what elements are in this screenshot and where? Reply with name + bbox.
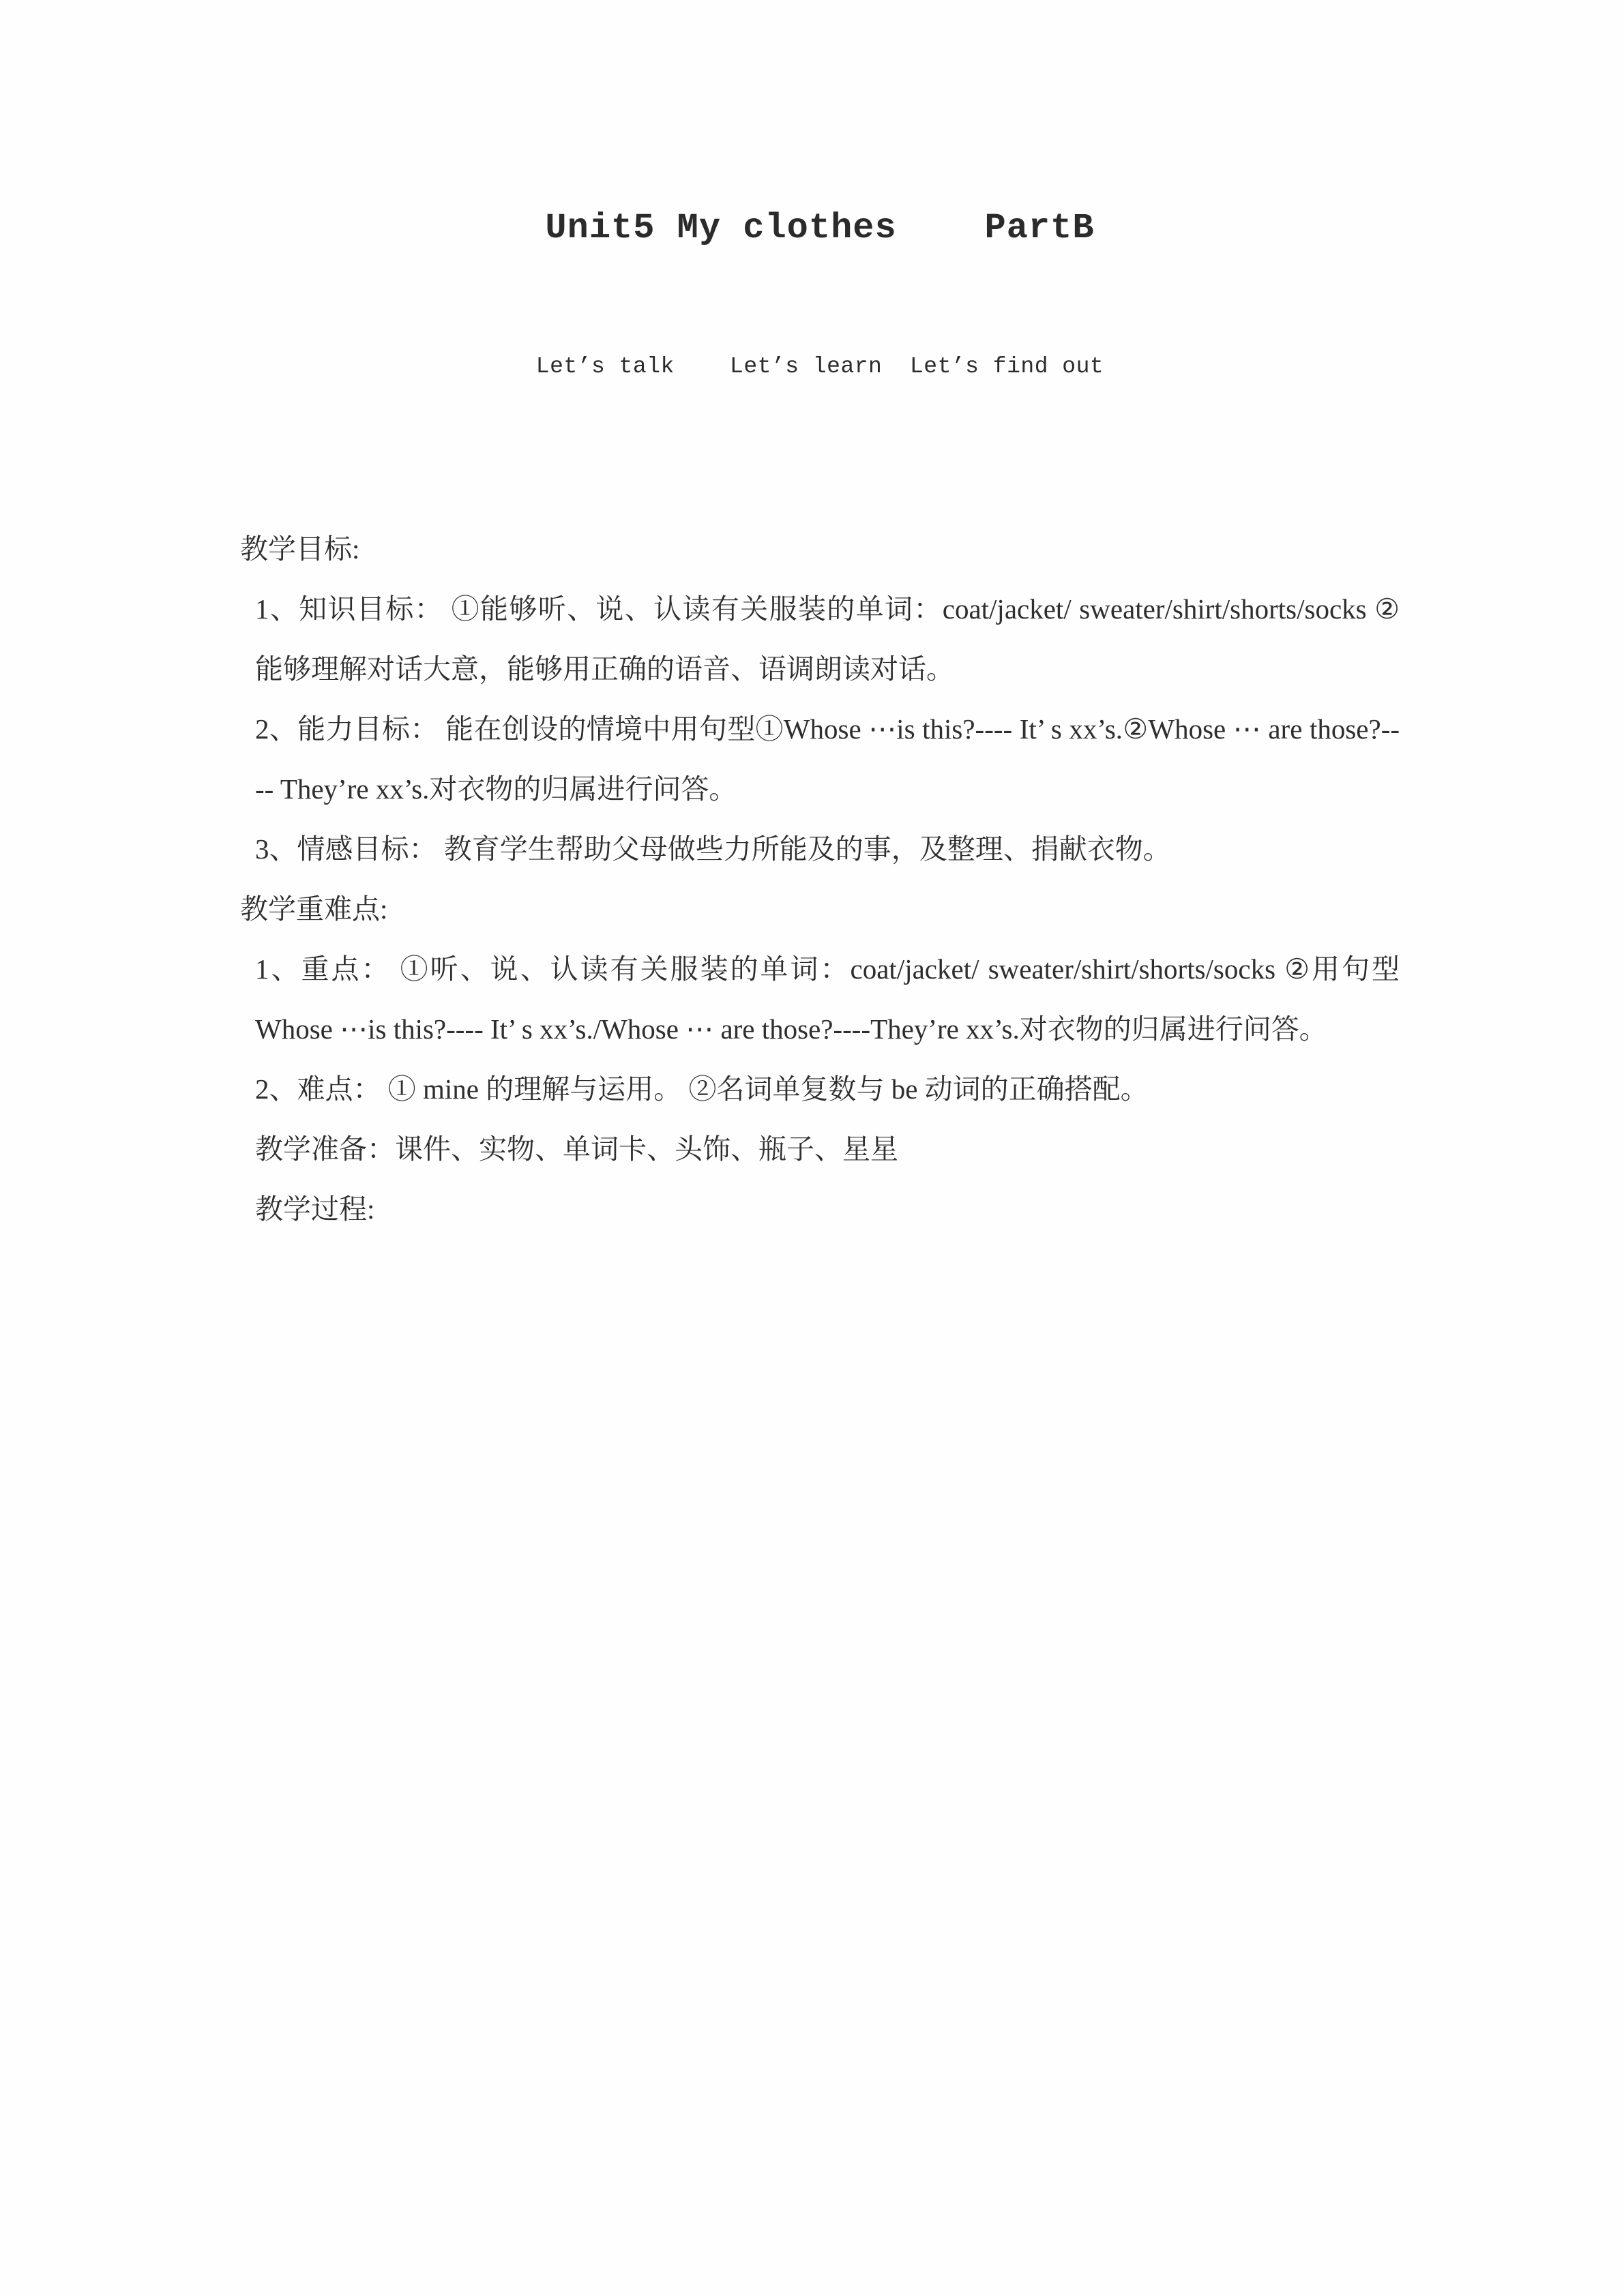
document-body [240,519,1400,1239]
page-title: Unit5 My clothes PartB [545,208,1095,248]
heading-key-difficulties: 教学重难点: [240,893,388,925]
paragraph-key-point: 1、重点： ①听、说、认读有关服装的单词：coat/jacket/ sweater/shirt/shorts/socks ②用句型 Whose ⋯is this?---- It’ s xx’s./Whose ⋯ are those?----They’re xx’s.对衣物的归属进行问答。 [255,953,1400,1045]
paragraph-teaching-process: 教学过程: [255,1193,375,1225]
document-subtitle: Let’s talk Let’s learn Let’s find out [535,354,1104,379]
paragraph-objective-emotion: 3、情感目标： 教育学生帮助父母做些力所能及的事，及整理、捐献衣物。 [255,833,1171,865]
paragraph-objective-ability: 2、能力目标： 能在创设的情境中用句型①Whose ⋯is this?---- It’ s xx’s.②Whose ⋯ are those?---- They’re xx’s.对衣物的归属进行问答。 [255,713,1400,805]
document-content [240,170,1400,1239]
heading-teaching-objectives: 教学目标: [240,533,360,565]
paragraph-difficult-point: 2、难点： ① mine 的理解与运用。 ②名词单复数与 be 动词的正确搭配。 [255,1073,1149,1105]
paragraph-objective-knowledge: 1、知识目标： ①能够听、说、认读有关服装的单词：coat/jacket/ sweater/shirt/shorts/socks ②能够理解对话大意，能够用正确的语音、语调朗读对话。 [255,593,1400,685]
paragraph-teaching-preparation: 教学准备：课件、实物、单词卡、头饰、瓶子、星星 [255,1133,898,1165]
